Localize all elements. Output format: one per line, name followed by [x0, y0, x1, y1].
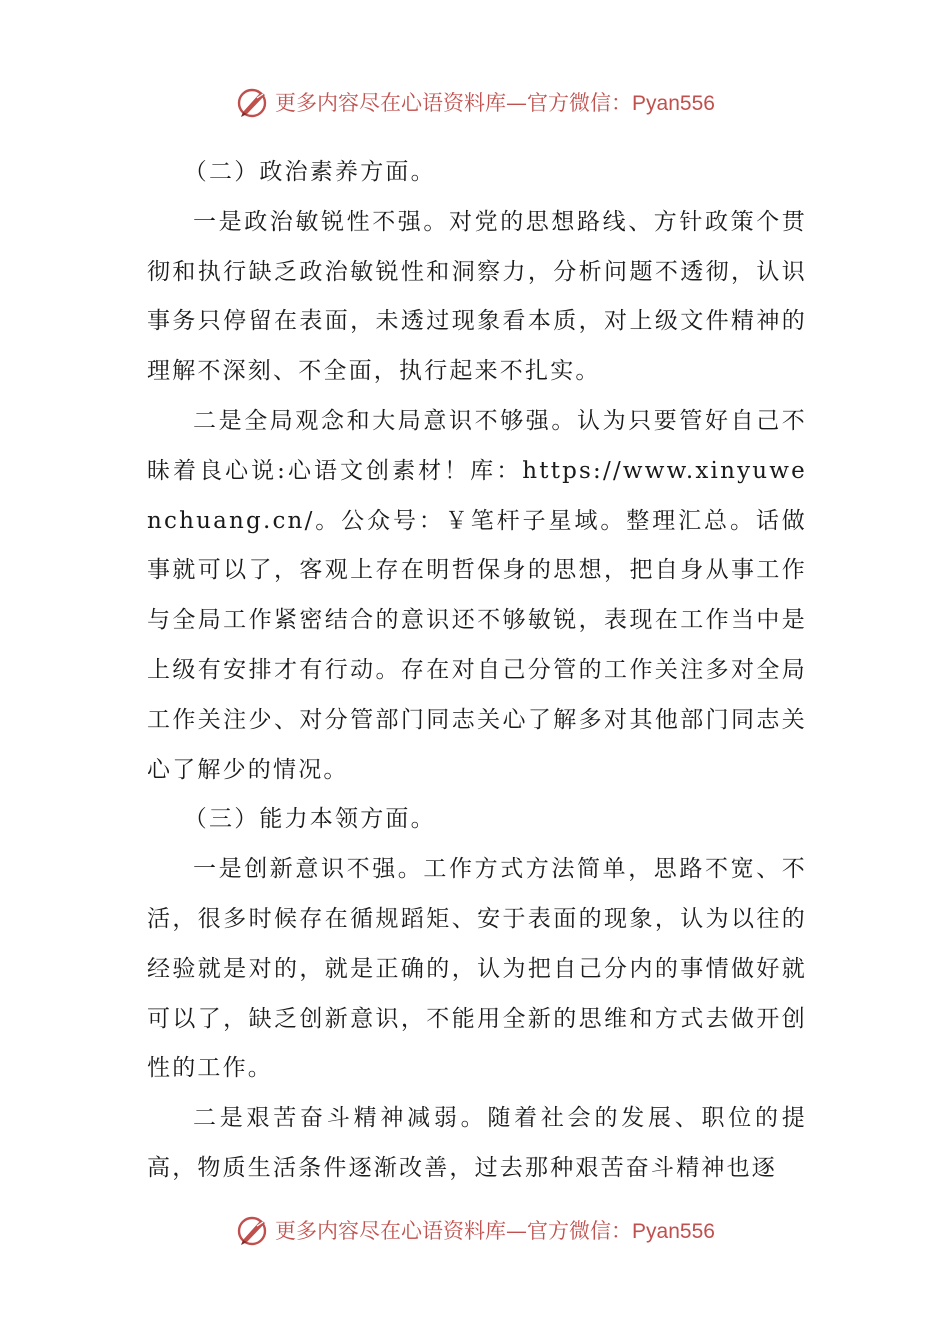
- banner-text: 更多内容尽在心语资料库—官方微信：Pyan556: [275, 1219, 715, 1243]
- pen-logo-icon: [235, 1212, 271, 1248]
- footer-banner: [0, 1210, 950, 1250]
- paragraph-innovation: 一是创新意识不强。工作方式方法简单，思路不宽、不活，很多时候存在循规蹈矩、安于表面的现象，认为以往的经验就是对的，就是正确的，认为把自己分内的事情做好就可以了，缺乏创新意识，不能用全新的思维和方式去做开创性的工作。: [147, 856, 807, 1082]
- section-heading-political-literacy: （二）政治素养方面。: [183, 159, 436, 185]
- section-heading-ability: （三）能力本领方面。: [183, 806, 436, 833]
- banner-text: 更多内容尽在心语资料库—官方微信：Pyan556: [275, 91, 715, 115]
- document-body: [147, 148, 807, 1194]
- header-banner: [0, 82, 950, 122]
- paragraph-overall-awareness: 二是全局观念和大局意识不够强。认为只要管好自己不昧着良心说:心语文创素材！库：https://www.xinyuwenchuang.cn/。公众号：￥笔杆子星域。整理汇总。话做事就可以了，客观上存在明哲保身的思想，把自身从事工作与全局工作紧密结合的意识还不够敏锐，表现在工作当中是上级有安排才有行动。存在对自己分管的工作关注多对全局工作关注少、对分管部门同志关心了解多对其他部门同志关心了解少的情况。: [147, 407, 807, 783]
- pen-logo-icon: [235, 84, 271, 120]
- paragraph-political-sensitivity: 一是政治敏锐性不强。对党的思想路线、方针政策个贯彻和执行缺乏政治敏锐性和洞察力，分析问题不透彻，认识事务只停留在表面，未透过现象看本质，对上级文件精神的理解不深刻、不全面，执行起来不扎实。: [147, 208, 807, 385]
- paragraph-hard-work-spirit: 二是艰苦奋斗精神减弱。随着社会的发展、职位的提高，物质生活条件逐渐改善，过去那种艰苦奋斗精神也逐: [147, 1105, 807, 1181]
